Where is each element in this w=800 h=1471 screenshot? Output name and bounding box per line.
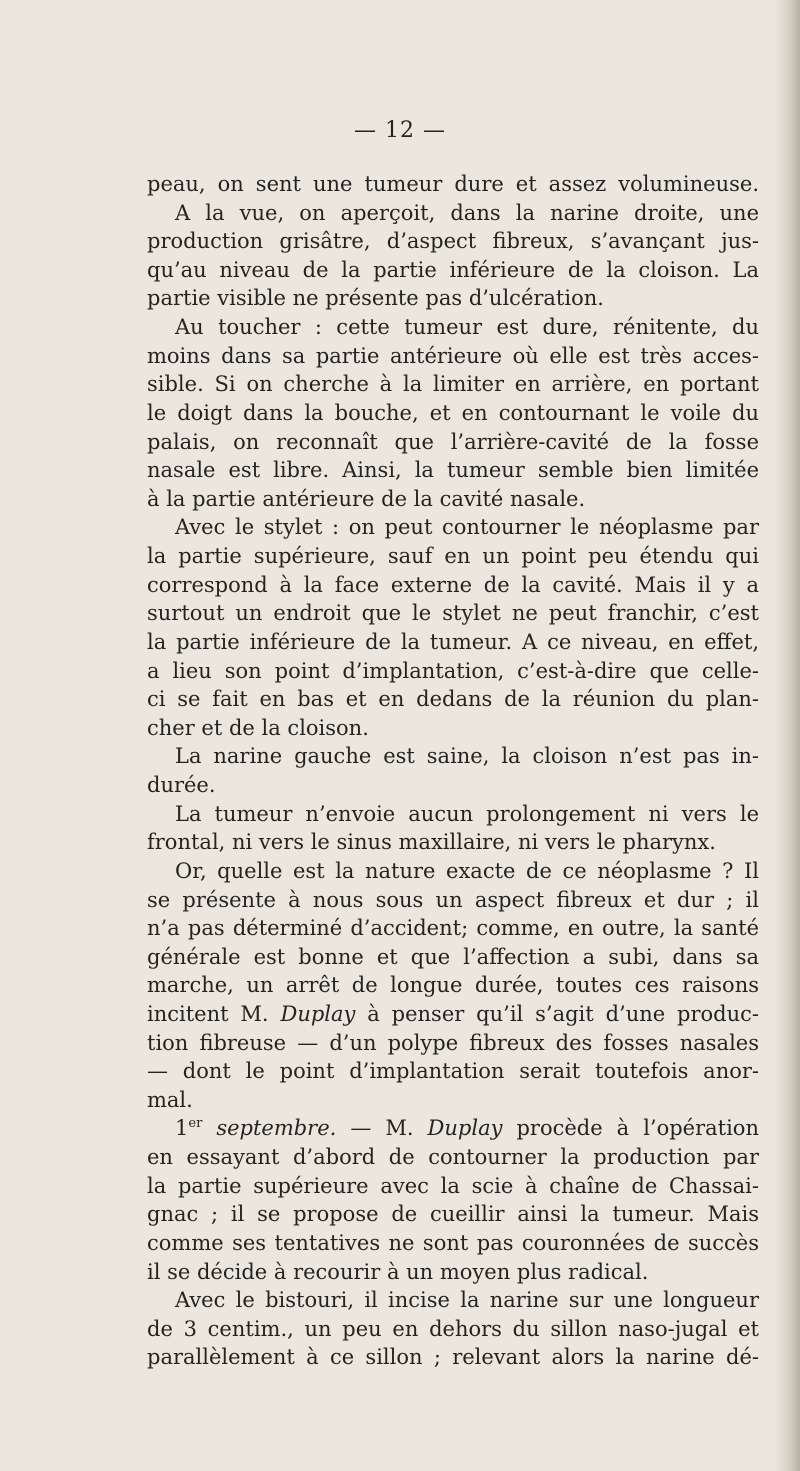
text-line: cher et de la cloison. <box>147 715 369 740</box>
text-segment: procède à l’opération <box>502 1116 759 1141</box>
text-segment: incitent M. <box>147 1001 281 1026</box>
text-line: A la vue, on aperçoit, dans la narine droite, une <box>175 200 759 225</box>
text-line: se présente à nous sous un aspect fibreux et dur ; il <box>147 887 759 912</box>
text-line: moins dans sa partie antérieure où elle est très acces- <box>147 343 759 368</box>
text-line <box>147 1000 759 1028</box>
italic-text: Duplay <box>427 1116 503 1141</box>
text-line: Avec le bistouri, il incise la narine sur une longueur <box>175 1288 759 1313</box>
text-line: nasale est libre. Ainsi, la tumeur semble bien limitée <box>147 458 759 483</box>
text-line: ci se fait en bas et en dedans de la réunion du plan- <box>147 687 759 712</box>
superscript-text: er <box>188 1116 203 1132</box>
text-line: gnac ; il se propose de cueillir ainsi la tumeur. Mais <box>147 1202 759 1227</box>
page-edge-shadow <box>774 0 800 1471</box>
text-line: La narine gauche est saine, la cloison n’est pas in- <box>175 744 759 769</box>
italic-text: septembre. <box>216 1116 337 1141</box>
text-line: qu’au niveau de la partie inférieure de la cloison. La <box>147 257 759 282</box>
text-line: il se décide à recourir à un moyen plus radical. <box>147 1259 649 1284</box>
text-segment: — M. <box>336 1116 428 1141</box>
page-number: — 12 — <box>354 118 446 143</box>
text-segment <box>202 1116 216 1140</box>
text-line: correspond à la face externe de la cavité. Mais il y a <box>147 572 759 597</box>
text-line: — dont le point d’implantation serait toutefois anor- <box>147 1059 759 1084</box>
text-line: parallèlement à ce sillon ; relevant alors la narine dé- <box>147 1345 759 1370</box>
text-line: générale est bonne et que l’affection a subi, dans sa <box>147 944 759 969</box>
text-line: palais, on reconnaît que l’arrière-cavité de la fosse <box>147 429 759 454</box>
text-segment: 1 <box>175 1116 189 1141</box>
text-line: durée. <box>147 773 216 798</box>
text-segment: à penser qu’il s’agit d’une produc- <box>355 1001 759 1026</box>
text-line: la partie inférieure de la tumeur. A ce niveau, en effet, <box>147 629 759 654</box>
text-line: n’a pas déterminé d’accident; comme, en outre, la santé <box>147 916 759 941</box>
body-text <box>0 170 800 1470</box>
text-line: le doigt dans la bouche, et en contournant le voile du <box>147 400 759 425</box>
italic-text: Duplay <box>280 1001 356 1026</box>
text-line: comme ses tentatives ne sont pas couronnées de succès <box>147 1230 759 1255</box>
text-line: frontal, ni vers le sinus maxillaire, ni vers le pharynx. <box>147 830 716 855</box>
text-line: de 3 centim., un peu en dehors du sillon naso-jugal et <box>147 1316 759 1341</box>
text-line: a lieu son point d’implantation, c’est-à-dire que celle- <box>147 658 759 683</box>
text-line: sible. Si on cherche à la limiter en arrière, en portant <box>147 372 759 397</box>
text-line: La tumeur n’envoie aucun prolongement ni vers le <box>175 801 759 826</box>
text-line: Or, quelle est la nature exacte de ce néoplasme ? Il <box>175 858 759 883</box>
text-line: surtout un endroit que le stylet ne peut franchir, c’est <box>147 601 759 626</box>
text-line: Avec le stylet : on peut contourner le néoplasme par <box>175 515 759 540</box>
text-line: marche, un arrêt de longue durée, toutes ces raisons <box>147 973 759 998</box>
text-line: à la partie antérieure de la cavité nasale. <box>147 486 586 511</box>
text-line: peau, on sent une tumeur dure et assez volumineuse. <box>147 172 759 196</box>
text-line: la partie supérieure, sauf en un point peu étendu qui <box>147 544 759 569</box>
text-line: partie visible ne présente pas d’ulcération. <box>147 286 604 311</box>
text-line: Au toucher : cette tumeur est dure, rénitente, du <box>175 315 759 340</box>
text-line: production grisâtre, d’aspect fibreux, s’avançant jus- <box>147 229 759 254</box>
text-line: la partie supérieure avec la scie à chaîne de Chassai- <box>147 1173 759 1198</box>
text-line: mal. <box>147 1087 193 1112</box>
text-line: en essayant d’abord de contourner la production par <box>147 1145 759 1170</box>
text-line <box>175 1114 759 1142</box>
text-line: tion fibreuse — d’un polype fibreux des fosses nasales <box>147 1030 759 1055</box>
